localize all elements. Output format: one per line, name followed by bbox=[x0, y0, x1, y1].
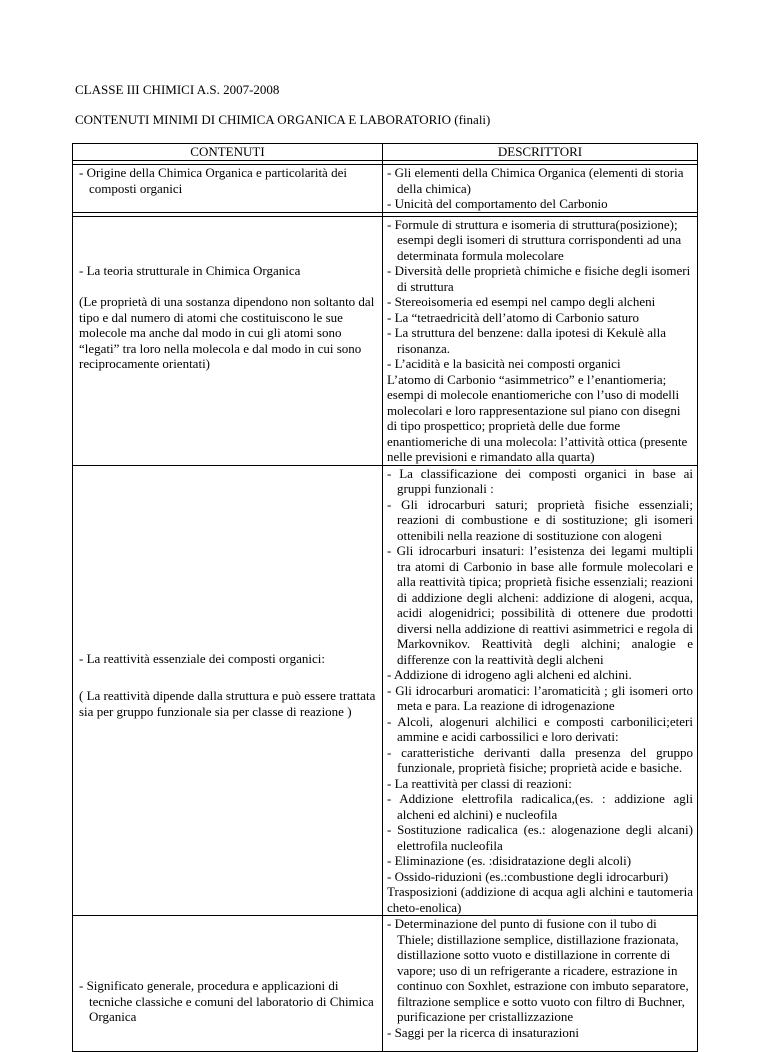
descriptor-item: - Diversità delle proprietà chimiche e fisiche degli isomeri di struttura bbox=[387, 263, 691, 294]
col-header-descrittori: DESCRITTORI bbox=[383, 144, 698, 161]
descriptor-item: - Gli elementi della Chimica Organica (elementi di storia della chimica) bbox=[387, 165, 684, 196]
descriptor-item: - Sostituzione radicalica (es.: alogenazione degli alcani) elettrofila nucleofila bbox=[387, 822, 693, 853]
descriptor-paragraph: Trasposizioni (addizione di acqua agli alchini e tautomeria cheto-enolica) bbox=[387, 884, 693, 915]
descriptor-item: - Determinazione del punto di fusione con il tubo di Thiele; distillazione semplice, distillazione frazionata, distillazione sotto vuoto e distillazione in corrente di vapore; uso di un refrigerante a ricadere, estrazione in continuo con Soxhlet, estrazione con imbuto separatore, filtrazione semplice e sotto vuoto con filtro di Buchner, purificazione per cristallizzazione bbox=[387, 916, 689, 1024]
content-item: - Origine della Chimica Organica e particolarità dei composti organici bbox=[79, 165, 347, 196]
descriptor-item: - Stereoisomeria ed esempi nel campo degli alcheni bbox=[387, 294, 656, 309]
descriptor-item: - Addizione elettrofila radicalica,(es. : addizione agli alcheni ed alchini) e nucleofila bbox=[387, 791, 693, 822]
descriptor-item: - Addizione di idrogeno agli alcheni ed alchini. bbox=[387, 667, 632, 682]
content-item: - Significato generale, procedura e applicazioni di tecniche classiche e comuni del laboratorio di Chimica Organica bbox=[79, 978, 374, 1024]
table-row bbox=[73, 916, 698, 1052]
descriptor-item: - caratteristiche derivanti dalla presenza del gruppo funzionale, proprietà fisiche; proprietà acide e basiche. bbox=[387, 744, 693, 775]
table-row bbox=[73, 165, 698, 213]
descriptor-item: - Formule di struttura e isomeria di struttura(posizione); esempi degli isomeri di struttura corrispondenti ad una determinata formula molecolare bbox=[387, 216, 682, 263]
descriptor-item: - La reattività per classi di reazioni: bbox=[387, 775, 572, 791]
descriptor-item: - Ossido-riduzioni (es.:combustione degli idrocarburi) bbox=[387, 868, 669, 884]
document-title: CONTENUTI MINIMI DI CHIMICA ORGANICA E LABORATORIO (finali) bbox=[75, 112, 491, 127]
descriptor-item: - La struttura del benzene: dalla ipotesi di Kekulè alla risonanza. bbox=[387, 325, 667, 356]
descriptor-item: - La “tetraedricità dell’atomo di Carbonio saturo bbox=[387, 309, 639, 325]
class-title: CLASSE III CHIMICI A.S. 2007-2008 bbox=[75, 82, 280, 97]
descriptor-item: - Saggi per la ricerca di insaturazioni bbox=[387, 1024, 580, 1040]
content-item: - La reattività essenziale dei composti organici: bbox=[79, 650, 325, 666]
table-row bbox=[73, 465, 698, 916]
content-item: - La teoria strutturale in Chimica Organica bbox=[79, 262, 301, 278]
contents-table bbox=[72, 143, 698, 1052]
descriptor-item: - Gli idrocarburi saturi; proprietà fisiche essenziali; reazioni di combustione e di sostituzione; gli isomeri ottenibili nella reazione di sostituzione con alogeni bbox=[387, 496, 693, 543]
col-header-contenuti: CONTENUTI bbox=[73, 144, 383, 161]
descriptor-item: - Gli idrocarburi insaturi: l’esistenza dei legami multipli tra atomi di Carbonio in base alle formule molecolari e alla reattività tipica; proprietà fisiche essenziali; reazioni di addizione degli alcheni: addizione di alogeni, acqua, acidi alogenidrici; possibilità di ottenere due prodotti diversi nella addizione di reattivi asimmetrici e regola di Markovnikov. Reattività degli alchini; analogie e differenze con la reattività degli alcheni bbox=[387, 543, 693, 667]
descriptor-item: - Alcoli, alogenuri alchilici e composti carbonilici;eteri ammine e acidi carbossilici e loro derivati: bbox=[387, 713, 693, 744]
descriptor-item: - Eliminazione (es. :disidratazione degli alcoli) bbox=[387, 853, 632, 868]
content-note: (Le proprietà di una sostanza dipendono non soltanto dal tipo e dal numero di atomi che costituiscono le sue molecole ma anche dal modo in cui gli atomi sono “legati” tra loro nella molecola e dal modo in cui sono reciprocamente orientati) bbox=[79, 294, 375, 371]
descriptor-item: - La classificazione dei composti organici in base ai gruppi funzionali : bbox=[387, 465, 693, 496]
descriptor-item: - Unicità del comportamento del Carbonio bbox=[387, 196, 608, 211]
content-note: ( La reattività dipende dalla struttura e può essere trattata sia per gruppo funzionale sia per classe di reazione ) bbox=[79, 688, 376, 719]
table-row bbox=[73, 216, 698, 465]
descriptor-item: - L’acidità e la basicità nei composti organici bbox=[387, 356, 621, 371]
descriptor-item: - Gli idrocarburi aromatici: l’aromaticità ; gli isomeri orto meta e para. La reazione di idrogenazione bbox=[387, 682, 693, 713]
descriptor-paragraph: L’atomo di Carbonio “asimmetrico” e l’enantiomeria; esempi di molecole enantiomeriche con l’uso di modelli molecolari e loro rappresentazione sul piano con disegni di tipo prospettico; proprietà delle due forme enantiomeriche di una molecola: l’attività ottica (presente nelle previsioni e rimandato alla quarta) bbox=[387, 371, 688, 464]
